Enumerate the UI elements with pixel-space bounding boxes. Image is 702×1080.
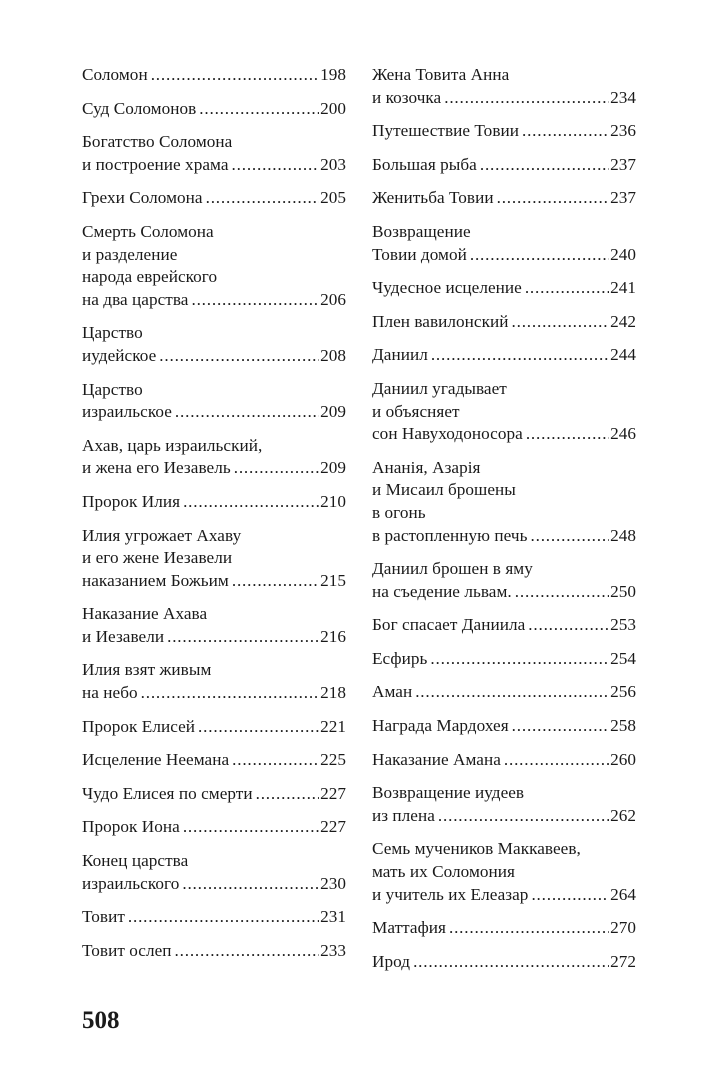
toc-entry-page-number: 234	[610, 87, 636, 107]
toc-entry-title-line: Бог спасает Даниила	[372, 615, 526, 635]
toc-entry-title-line: Илия угрожает Ахаву	[82, 525, 242, 545]
dot-leader	[526, 423, 609, 446]
dot-leader	[151, 64, 319, 87]
toc-entry	[82, 659, 346, 704]
toc-entry-page-number: 206	[320, 289, 346, 309]
toc-entry	[372, 277, 636, 300]
toc-entry-last-line	[82, 187, 346, 210]
toc-entry-title-line: Наказание Ахава	[82, 604, 208, 624]
toc-entry-last-line	[372, 187, 636, 210]
toc-entry-title-line: в огонь	[372, 502, 426, 522]
toc-entry-page-number: 237	[610, 188, 636, 208]
toc-entry-last-line	[372, 884, 636, 907]
toc-entry	[372, 838, 636, 906]
toc-entry-title-line: Путешествие Товии	[372, 121, 519, 141]
toc-entry-title-line: и Мисаил брошены	[372, 480, 516, 500]
toc-entry	[372, 344, 636, 367]
toc-entry-page-number: 258	[610, 716, 636, 736]
toc-entry-title-line: Аман	[372, 682, 413, 702]
toc-entry-last-line	[372, 681, 636, 704]
toc-entry	[82, 131, 346, 176]
toc-entry	[372, 782, 636, 827]
toc-entry-last-line	[82, 491, 346, 514]
toc-entry-page-number: 262	[610, 805, 636, 825]
toc-entry-last-line	[372, 344, 636, 367]
dot-leader	[167, 626, 319, 649]
toc-entry-title-line: Семь мучеников Маккавеев,	[372, 839, 581, 859]
dot-leader	[430, 648, 609, 671]
toc-left-column	[82, 64, 346, 973]
toc-entry-title-line: Чудо Елисея по смерти	[82, 783, 253, 803]
toc-entry-title-line: на съедение львам.	[372, 581, 512, 601]
toc-entry-page-number: 253	[610, 615, 636, 635]
toc-entry	[372, 917, 636, 940]
dot-leader	[191, 289, 319, 312]
toc-entry-last-line	[82, 570, 346, 593]
toc-entry-page-number: 233	[320, 940, 346, 960]
toc-entry-title-line: Богатство Соломона	[82, 132, 233, 152]
toc-entry	[372, 64, 636, 109]
toc-entry-title-line: и объясняет	[372, 401, 460, 421]
toc-entry-last-line	[372, 423, 636, 446]
toc-entry-title-line: и козочка	[372, 87, 442, 107]
toc-entry-page-number: 221	[320, 716, 346, 736]
toc-entry	[82, 850, 346, 895]
toc-entry-title-line: Царство	[82, 379, 143, 399]
toc-entry	[372, 558, 636, 603]
toc-entry-last-line	[82, 816, 346, 839]
dot-leader	[438, 805, 609, 828]
dot-leader	[159, 345, 319, 368]
dot-leader	[512, 311, 610, 334]
toc-entry-title-line: иудейское	[82, 345, 157, 365]
toc-entry-title-line: и построение храма	[82, 154, 229, 174]
toc-entry	[372, 154, 636, 177]
toc-entry-last-line	[82, 289, 346, 312]
dot-leader	[256, 783, 319, 806]
dot-leader	[141, 682, 319, 705]
toc-entry-title-line: Исцеление Неемана	[82, 750, 230, 770]
toc-entry-page-number: 270	[610, 918, 636, 938]
toc-entry-title-line: и его жене Иезавели	[82, 548, 233, 568]
toc-entry-title-line: Даниил угадывает	[372, 378, 507, 398]
toc-entry	[82, 603, 346, 648]
toc-entry-title-line: Есфирь	[372, 648, 428, 668]
toc-entry-title-line: Возвращение иудеев	[372, 783, 525, 803]
dot-leader	[531, 525, 610, 548]
toc-entry-last-line	[82, 64, 346, 87]
dot-leader	[515, 581, 609, 604]
toc-entry-page-number: 248	[610, 525, 636, 545]
dot-leader	[234, 457, 319, 480]
toc-entry-title-line: Ахав, царь израильский,	[82, 435, 263, 455]
toc-entry-last-line	[82, 873, 346, 896]
dot-leader	[522, 120, 609, 143]
toc-entry-title-line: Пророк Илия	[82, 491, 181, 511]
toc-entry	[82, 749, 346, 772]
toc-entry-page-number: 272	[610, 951, 636, 971]
toc-entry-last-line	[82, 98, 346, 121]
toc-entry-page-number: 203	[320, 154, 346, 174]
toc-entry-title-line: на два царства	[82, 289, 189, 309]
dot-leader	[504, 749, 609, 772]
toc-entry-last-line	[372, 749, 636, 772]
toc-entry-last-line	[372, 715, 636, 738]
dot-leader	[183, 816, 319, 839]
toc-entry-last-line	[82, 682, 346, 705]
dot-leader	[232, 154, 320, 177]
toc-entry-title-line: мать их Соломония	[372, 862, 515, 882]
toc-entry	[372, 715, 636, 738]
toc-entry	[82, 379, 346, 424]
toc-entry-last-line	[372, 311, 636, 334]
dot-leader	[512, 715, 609, 738]
toc-entry-title-line: Царство	[82, 323, 143, 343]
toc-entry-title-line: израильское	[82, 402, 172, 422]
toc-entry-last-line	[82, 716, 346, 739]
toc-entry-last-line	[82, 345, 346, 368]
toc-entry-last-line	[372, 154, 636, 177]
toc-entry	[372, 311, 636, 334]
toc-entry-last-line	[82, 401, 346, 424]
toc-entry-title-line: Возвращение	[372, 221, 471, 241]
toc-entry-page-number: 208	[320, 345, 346, 365]
toc-entry-page-number: 209	[320, 458, 346, 478]
toc-entry-title-line: Товии домой	[372, 244, 467, 264]
toc-entry-last-line	[82, 457, 346, 480]
dot-leader	[415, 681, 609, 704]
toc-entry-title-line: Пророк Елисей	[82, 716, 196, 736]
toc-entry-last-line	[372, 277, 636, 300]
toc-entry-title-line: Ананія, Азарія	[372, 457, 481, 477]
toc-entry-title-line: на небо	[82, 683, 138, 703]
toc-entry	[82, 716, 346, 739]
toc-entry-page-number: 225	[320, 750, 346, 770]
toc-entry-title-line: Смерть Соломона	[82, 221, 214, 241]
toc-entry-title-line: Чудесное исцеление	[372, 278, 522, 298]
toc-entry-last-line	[372, 581, 636, 604]
toc-entry-page-number: 209	[320, 402, 346, 422]
toc-entry-last-line	[82, 783, 346, 806]
toc-entry	[372, 749, 636, 772]
toc-entry-page-number: 254	[610, 648, 636, 668]
toc-entry-title-line: народа еврейского	[82, 267, 218, 287]
toc-entry	[82, 816, 346, 839]
dot-leader	[449, 917, 609, 940]
toc-entry	[82, 491, 346, 514]
toc-entry-title-line: наказанием Божьим	[82, 570, 229, 590]
toc-entry	[372, 681, 636, 704]
toc-entry-page-number: 256	[610, 682, 636, 702]
toc-entry-last-line	[372, 951, 636, 974]
toc-entry-page-number: 227	[320, 783, 346, 803]
toc-entry	[82, 64, 346, 87]
dot-leader	[183, 491, 319, 514]
dot-leader	[206, 187, 319, 210]
toc-entry	[82, 783, 346, 806]
toc-entry-page-number: 264	[610, 884, 636, 904]
toc-entry-title-line: Женитьба Товии	[372, 188, 494, 208]
toc-entry	[372, 221, 636, 266]
dot-leader	[480, 154, 609, 177]
toc-entry	[372, 187, 636, 210]
toc-entry-title-line: Пророк Иона	[82, 817, 180, 837]
toc-entry-title-line: в растопленную печь	[372, 525, 528, 545]
toc-entry	[372, 378, 636, 446]
toc-entry-title-line: Жена Товита Анна	[372, 65, 510, 84]
toc-entry	[372, 951, 636, 974]
dot-leader	[128, 906, 319, 929]
toc-entry-title-line: Соломон	[82, 65, 148, 84]
toc-entry-page-number: 260	[610, 749, 636, 769]
toc-entry-page-number: 218	[320, 683, 346, 703]
toc-entry-last-line	[372, 614, 636, 637]
toc-entry-title-line: Грехи Соломона	[82, 188, 203, 208]
dot-leader	[431, 344, 609, 367]
toc-entry-page-number: 200	[320, 98, 346, 118]
toc-entry-last-line	[82, 626, 346, 649]
dot-leader	[232, 570, 319, 593]
toc-entry-last-line	[82, 940, 346, 963]
toc-entry-page-number: 250	[610, 581, 636, 601]
toc-entry-last-line	[372, 120, 636, 143]
toc-entry-title-line: Товит	[82, 907, 125, 927]
toc-entry-last-line	[372, 87, 636, 110]
toc-entry	[372, 648, 636, 671]
toc-entry-page-number: 231	[320, 907, 346, 927]
toc-entry-last-line	[372, 917, 636, 940]
toc-entry	[372, 457, 636, 547]
toc-entry-title-line: Ирод	[372, 951, 411, 971]
toc-entry-page-number: 241	[610, 278, 636, 298]
toc-entry-last-line	[82, 749, 346, 772]
toc-entry-page-number: 230	[320, 873, 346, 893]
dot-leader	[175, 401, 319, 424]
dot-leader	[413, 951, 609, 974]
toc-entry-last-line	[82, 906, 346, 929]
dot-leader	[497, 187, 609, 210]
dot-leader	[470, 244, 609, 267]
toc-entry-page-number: 216	[320, 626, 346, 646]
dot-leader	[232, 749, 319, 772]
toc-entry-title-line: Маттафия	[372, 918, 446, 938]
toc-entry	[82, 940, 346, 963]
toc-entry	[82, 98, 346, 121]
toc-entry-title-line: Илия взят живым	[82, 660, 212, 680]
toc-entry-title-line: Конец царства	[82, 851, 189, 871]
dot-leader	[444, 87, 609, 110]
toc-entry-page-number: 240	[610, 244, 636, 264]
toc-entry-title-line: и жена его Иезавель	[82, 458, 231, 478]
toc-entry	[82, 525, 346, 593]
toc-entry-title-line: сон Навуходоносора	[372, 424, 523, 444]
toc-entry-title-line: Плен вавилонский	[372, 311, 509, 331]
toc-entry-title-line: и Иезавели	[82, 626, 165, 646]
toc-entry-page-number: 215	[320, 570, 346, 590]
toc-entry-title-line: из плена	[372, 805, 435, 825]
toc-entry-page-number: 246	[610, 424, 636, 444]
toc-entry-title-line: израильского	[82, 873, 180, 893]
toc-entry-last-line	[372, 244, 636, 267]
toc-entry	[372, 120, 636, 143]
toc-entry-title-line: Большая рыба	[372, 154, 477, 174]
toc-entry-title-line: Даниил брошен в яму	[372, 559, 533, 579]
toc-entry-page-number: 236	[610, 121, 636, 141]
toc-entry-page-number: 237	[610, 154, 636, 174]
dot-leader	[528, 614, 609, 637]
toc-entry-page-number: 242	[610, 311, 636, 331]
toc-right-column	[372, 64, 636, 984]
toc-entry-page-number: 198	[320, 65, 346, 84]
toc-entry-title-line: Наказание Амана	[372, 749, 501, 769]
toc-entry-page-number: 244	[610, 345, 636, 365]
toc-entry-last-line	[372, 525, 636, 548]
toc-entry-page-number: 210	[320, 491, 346, 511]
toc-entry-title-line: Суд Соломонов	[82, 98, 197, 118]
toc-entry	[82, 187, 346, 210]
dot-leader	[175, 940, 320, 963]
dot-leader	[182, 873, 319, 896]
toc-entry	[82, 322, 346, 367]
toc-entry-page-number: 205	[320, 188, 346, 208]
toc-entry-last-line	[372, 805, 636, 828]
toc-entry	[82, 221, 346, 311]
toc-entry-title-line: Товит ослеп	[82, 940, 172, 960]
toc-entry-title-line: Даниил	[372, 345, 428, 365]
dot-leader	[198, 716, 319, 739]
dot-leader	[199, 98, 319, 121]
toc-entry	[82, 435, 346, 480]
toc-entry-page-number: 227	[320, 817, 346, 837]
dot-leader	[525, 277, 609, 300]
toc-entry-title-line: и учитель их Елеазар	[372, 884, 529, 904]
toc-entry-title-line: и разделение	[82, 244, 178, 264]
page-number: 508	[82, 1007, 120, 1034]
toc-entry-last-line	[372, 648, 636, 671]
toc-entry	[82, 906, 346, 929]
toc-entry-title-line: Награда Мардохея	[372, 716, 509, 736]
toc-entry	[372, 614, 636, 637]
toc-entry-last-line	[82, 154, 346, 177]
dot-leader	[531, 884, 609, 907]
